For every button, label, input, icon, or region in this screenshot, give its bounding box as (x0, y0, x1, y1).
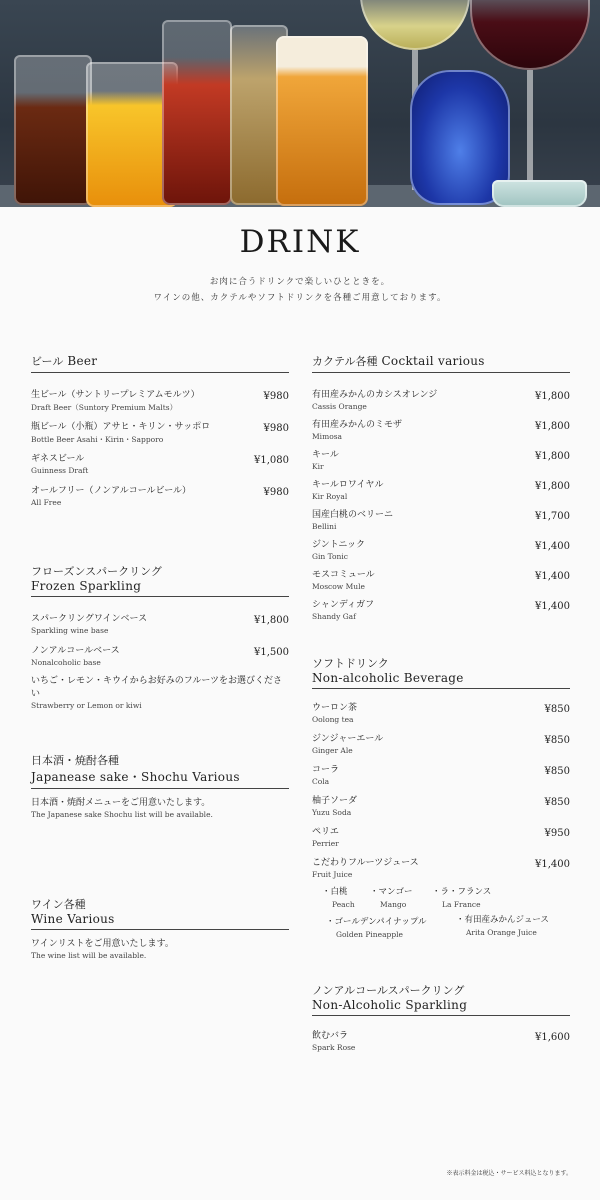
fruit-jp: ・白桃 (322, 887, 348, 897)
item-name-en: Draft Beer（Suntory Premium Malts） (31, 403, 178, 412)
fruit-en: Golden Pineapple (336, 930, 403, 939)
menu-item (31, 483, 289, 507)
menu-item (312, 447, 570, 471)
item-name-jp: 有田産みかんのカシスオレンジ (312, 390, 438, 400)
note-en: The wine list will be available. (31, 951, 147, 960)
menu-item (312, 387, 570, 411)
item-price: ¥850 (544, 797, 570, 808)
note-jp: ワインリストをご用意いたします。 (31, 939, 174, 949)
item-price: ¥1,400 (535, 541, 570, 552)
item-name-en: Bottle Beer Asahi・Kirin・Sapporo (31, 435, 164, 444)
fruit-en: Mango (380, 900, 407, 909)
item-price: ¥950 (544, 828, 570, 839)
section-header (31, 896, 289, 930)
item-name-jp: こだわりフルーツジュース (312, 858, 419, 868)
intro-line-1: お肉に合うドリンクで楽しいひとときを。 (209, 277, 391, 287)
sake-note (31, 795, 289, 819)
item-price: ¥850 (544, 735, 570, 746)
fruit-en: Arita Orange Juice (466, 928, 537, 937)
item-price: ¥1,800 (535, 391, 570, 402)
item-name-jp: 生ビール（サントリープレミアムモルツ） (31, 390, 200, 400)
item-price: ¥850 (544, 704, 570, 715)
section-title-jp: ノンアルコールスパークリング (312, 984, 465, 997)
note-jp: いちご・レモン・キウイからお好みのフルーツをお選びください (31, 676, 283, 699)
section-header (312, 655, 570, 689)
section-title-en: Cocktail various (381, 354, 485, 368)
wine-note (31, 936, 289, 960)
menu-item (312, 700, 570, 724)
item-name-en: Sparkling wine base (31, 626, 109, 635)
section-header (31, 350, 289, 373)
item-name-en: Spark Rose (312, 1043, 356, 1052)
menu-item (312, 417, 570, 441)
section-title-en: Non-Alcoholic Sparkling (312, 998, 468, 1012)
section-title-en: Non-alcoholic Beverage (312, 671, 464, 685)
section-title-en: Wine Various (31, 912, 115, 926)
fruit-jp: ・ラ・フランス (432, 887, 492, 897)
menu-item (312, 762, 570, 786)
item-name-jp: ペリエ (312, 827, 339, 837)
section-soft-drinks (312, 655, 570, 941)
item-name-en: Kir (312, 462, 324, 471)
item-price: ¥980 (263, 423, 289, 434)
beer-glass (276, 36, 368, 206)
menu-item (312, 1028, 570, 1052)
tax-service-note: ※表示料金は税込・サービス料込となります。 (446, 1170, 572, 1177)
item-price: ¥1,600 (535, 1032, 570, 1043)
item-name-jp: オールフリー（ノンアルコールビール） (31, 486, 192, 496)
section-title-en: Japanease sake・Shochu Various (31, 770, 240, 784)
menu-item (312, 824, 570, 848)
section-header (31, 752, 289, 789)
item-price: ¥1,500 (254, 647, 289, 658)
hero-drinks-photo (0, 0, 600, 207)
item-price: ¥1,700 (535, 511, 570, 522)
item-name-jp: ウーロン茶 (312, 703, 358, 713)
item-name-jp: 有田産みかんのミモザ (312, 420, 403, 430)
menu-item (312, 507, 570, 531)
page-title: DRINK (239, 224, 361, 260)
item-price: ¥1,800 (535, 481, 570, 492)
section-wine (31, 896, 289, 960)
item-name-en: All Free (31, 498, 62, 507)
note-en: Strawberry or Lemon or kiwi (31, 701, 142, 710)
fruit-option (370, 885, 413, 909)
menu-item (31, 451, 289, 475)
item-name-en: Fruit Juice (312, 870, 353, 879)
item-price: ¥1,800 (254, 615, 289, 626)
item-name-jp: 飲むバラ (312, 1031, 349, 1041)
item-name-jp: 瓶ビール（小瓶）アサヒ・キリン・サッポロ (31, 422, 211, 432)
menu-item (312, 793, 570, 817)
fruit-jp: ・ゴールデンパイナップル (326, 917, 427, 927)
item-name-jp: 柚子ソーダ (312, 796, 358, 806)
menu-item (312, 477, 570, 501)
item-name-en: Gin Tonic (312, 552, 348, 561)
menu-item (31, 387, 289, 411)
item-price: ¥1,400 (535, 859, 570, 870)
item-name-jp: キール (312, 450, 339, 460)
item-name-en: Cola (312, 777, 330, 786)
item-name-en: Perrier (312, 839, 339, 848)
item-name-jp: ノンアルコールベース (31, 646, 120, 656)
red-wine-stem (527, 70, 533, 190)
menu-item (31, 611, 289, 635)
fruit-en: Peach (332, 900, 355, 909)
menu-item (31, 643, 289, 667)
item-price: ¥850 (544, 766, 570, 777)
section-frozen-sparkling (31, 563, 289, 710)
section-beer (31, 350, 289, 507)
section-title-en: Beer (67, 354, 98, 368)
item-name-jp: コーラ (312, 765, 340, 775)
fruit-option (456, 913, 549, 937)
item-name-jp: キールロワイヤル (312, 480, 384, 490)
item-name-en: Mimosa (312, 432, 343, 441)
item-name-en: Bellini (312, 522, 337, 531)
item-name-jp: ジンジャーエール (312, 734, 384, 744)
fruit-choice-note (31, 673, 289, 710)
fruit-option (432, 885, 491, 909)
red-drink-glass (162, 20, 232, 205)
section-title-jp: カクテル各種 (312, 355, 378, 368)
item-name-en: Shandy Gaf (312, 612, 356, 621)
menu-item (312, 731, 570, 755)
item-name-jp: シャンディガフ (312, 600, 375, 610)
item-name-jp: 国産白桃のベリーニ (312, 510, 394, 520)
section-header (312, 982, 570, 1016)
item-price: ¥1,400 (535, 571, 570, 582)
item-price: ¥980 (263, 391, 289, 402)
section-title-jp: ビール (31, 355, 64, 368)
menu-item (312, 567, 570, 591)
item-name-jp: ジントニック (312, 540, 366, 550)
item-name-en: Oolong tea (312, 715, 354, 724)
item-name-en: Nonalcoholic base (31, 658, 101, 667)
item-price: ¥1,800 (535, 421, 570, 432)
item-name-en: Guinness Draft (31, 466, 89, 475)
section-title-jp: ソフトドリンク (312, 657, 389, 670)
menu-item (312, 597, 570, 621)
section-header (31, 563, 289, 597)
menu-item (312, 855, 570, 879)
item-name-en: Ginger Ale (312, 746, 353, 755)
item-name-jp: モスコミュール (312, 570, 375, 580)
item-name-en: Moscow Mule (312, 582, 365, 591)
item-price: ¥1,080 (254, 455, 289, 466)
section-non-alcoholic-sparkling (312, 982, 570, 1052)
item-name-jp: スパークリングワインベース (31, 614, 148, 624)
note-jp: 日本酒・焼酎メニューをご用意いたします。 (31, 798, 211, 808)
item-price: ¥980 (263, 487, 289, 498)
item-name-jp: ギネスビール (31, 454, 85, 464)
note-en: The Japanese sake Shochu list will be available. (31, 810, 213, 819)
intro-line-2: ワインの他、カクテルやソフトドリンクを各種ご用意しております。 (153, 293, 447, 303)
section-title-en: Frozen Sparkling (31, 579, 142, 593)
item-name-en: Kir Royal (312, 492, 348, 501)
item-price: ¥1,400 (535, 601, 570, 612)
item-price: ¥1,800 (535, 451, 570, 462)
section-title-jp: 日本酒・焼酎各種 (31, 754, 119, 767)
fruit-jp: ・マンゴー (370, 887, 413, 897)
section-sake-shochu (31, 752, 289, 819)
fruit-juice-options (312, 885, 570, 941)
section-header (312, 350, 570, 373)
fruit-option (326, 915, 427, 939)
fruit-jp: ・有田産みかんジュース (456, 915, 549, 925)
cola-glass (14, 55, 92, 205)
menu-item (31, 419, 289, 443)
red-wine-glass (470, 0, 590, 70)
section-title-jp: ワイン各種 (31, 898, 86, 911)
section-title-jp: フローズンスパークリング (31, 565, 162, 578)
sake-cup (492, 180, 587, 207)
menu-item (312, 537, 570, 561)
item-name-en: Cassis Orange (312, 402, 367, 411)
section-cocktail (312, 350, 570, 621)
fruit-option (322, 885, 355, 909)
fruit-en: La France (442, 900, 481, 909)
item-name-en: Yuzu Soda (312, 808, 352, 817)
white-wine-glass (360, 0, 470, 50)
